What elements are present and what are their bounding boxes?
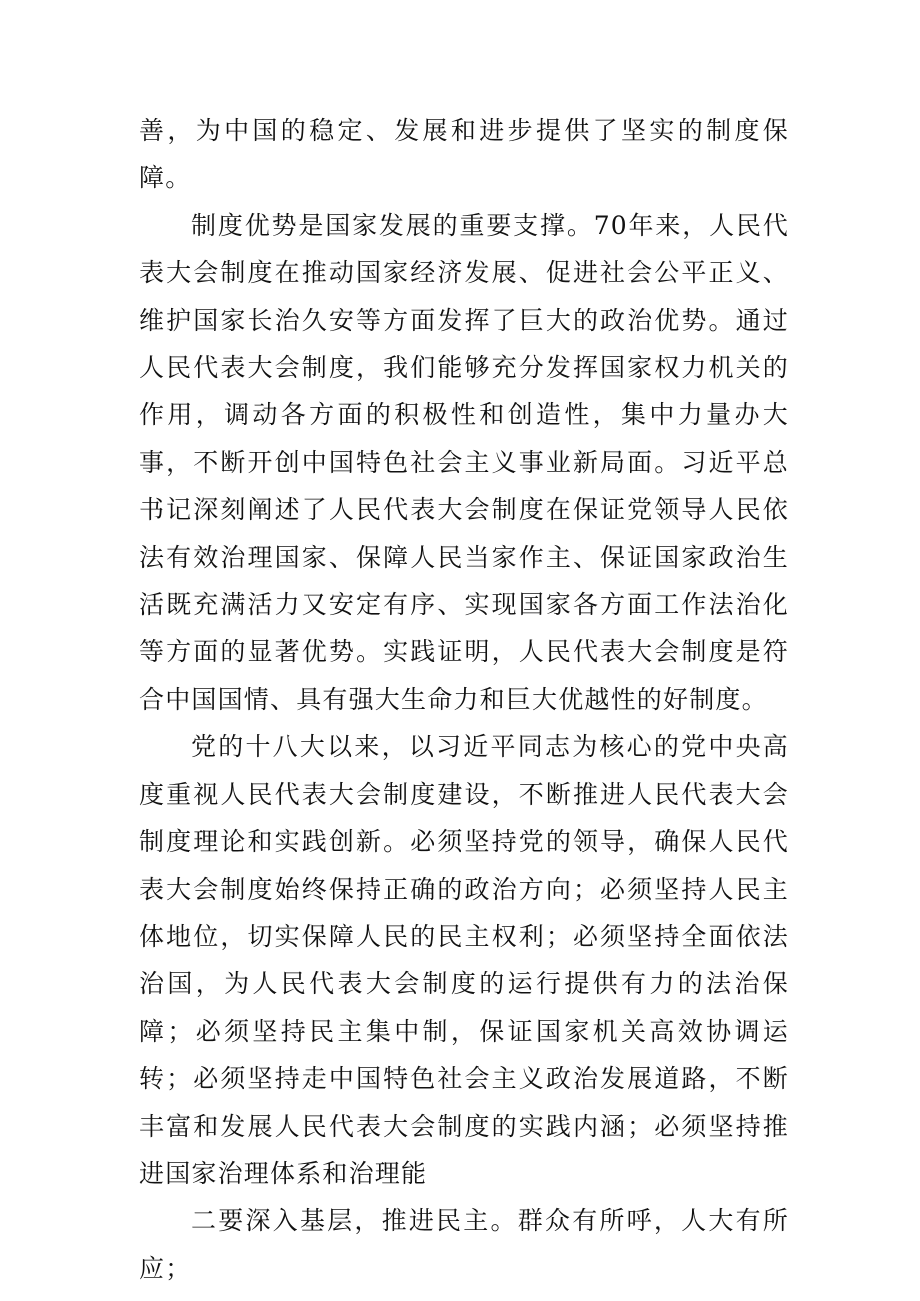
paragraph-continued: 善，为中国的稳定、发展和进步提供了坚实的制度保障。 bbox=[139, 116, 789, 193]
paragraph-grassroots: 二要深入基层，推进民主。群众有所呼，人大有所应； bbox=[139, 1206, 789, 1283]
paragraph-since-18th-congress: 党的十八大以来，以习近平同志为核心的党中央高度重视人民代表大会制度建设，不断推进人民代表大会制度理论和实践创新。必须坚持党的领导，确保人民代表大会制度始终保持正确的政治方向；必须坚持人民主体地位，切实保障人民的民主权利；必须坚持全面依法治国，为人民代表大会制度的运行提供有力的法治保障；必须坚持民主集中制，保证国家机关高效协调运转；必须坚持走中国特色社会主义政治发展道路，不断丰富和发展人民代表大会制度的实践内涵；必须坚持推进国家治理体系和治理能 bbox=[139, 732, 789, 1188]
paragraph-institutional-advantage: 制度优势是国家发展的重要支撑。70年来，人民代表大会制度在推动国家经济发展、促进社会公平正义、维护国家长治久安等方面发挥了巨大的政治优势。通过人民代表大会制度，我们能够充分发挥国家权力机关的作用，调动各方面的积极性和创造性，集中力量办大事，不断开创中国特色社会主义事业新局面。习近平总书记深刻阐述了人民代表大会制度在保证党领导人民依法有效治理国家、保障人民当家作主、保证国家政治生活既充满活力又安定有序、实现国家各方面工作法治化等方面的显著优势。实践证明，人民代表大会制度是符合中国国情、具有强大生命力和巨大优越性的好制度。 bbox=[139, 210, 789, 714]
body-text bbox=[139, 107, 789, 1292]
